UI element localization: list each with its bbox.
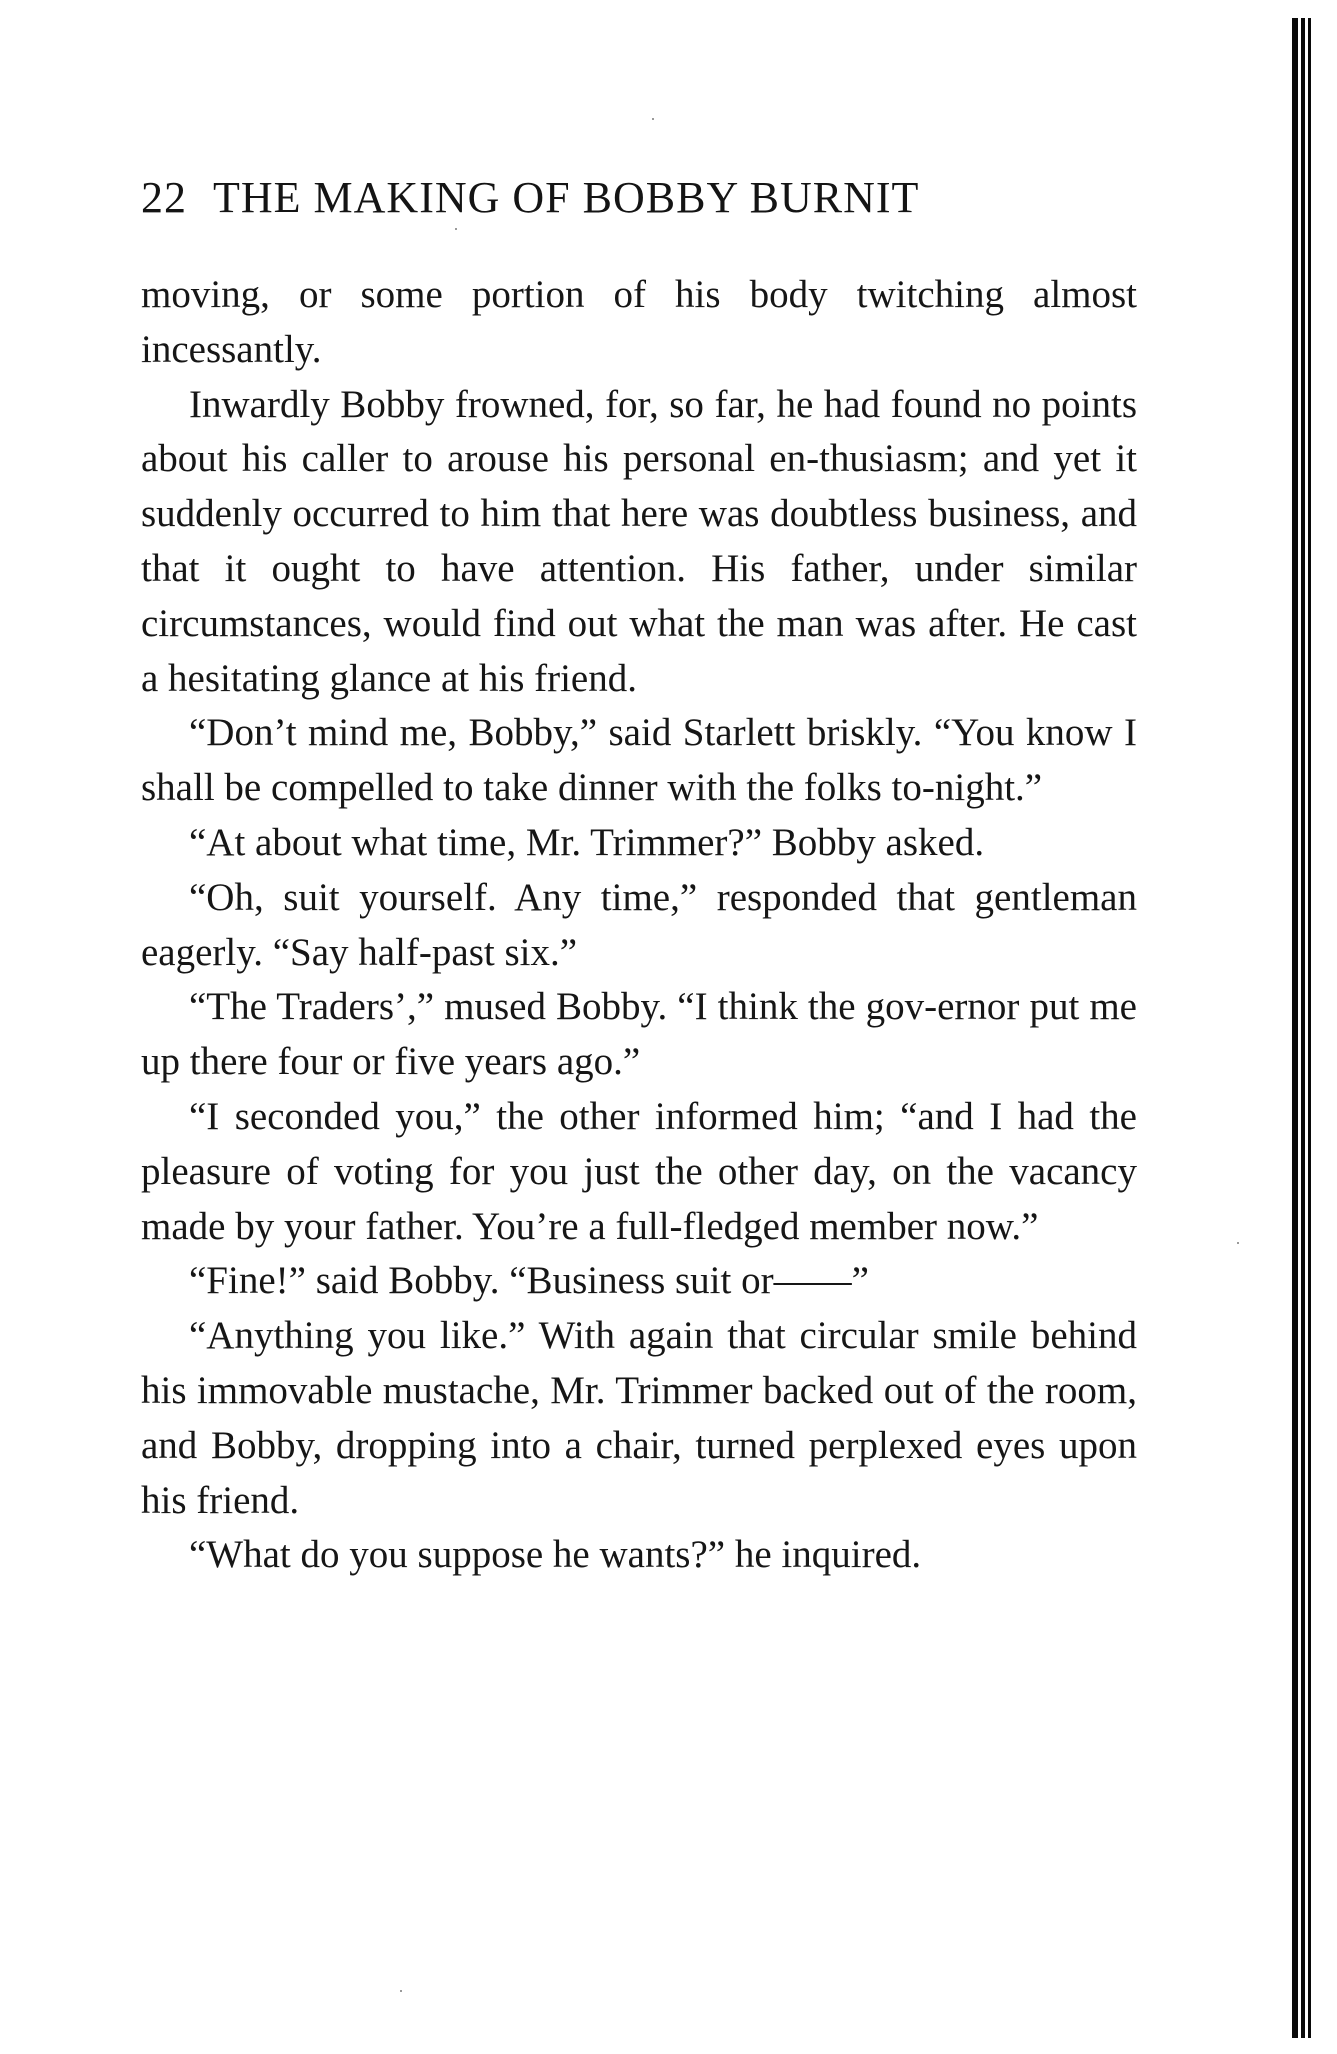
page-number: 22: [141, 173, 187, 222]
paragraph: “At about what time, Mr. Trimmer?” Bobby asked.: [189, 820, 985, 864]
paragraph: “Anything you like.” With again that circular smile behind his immovable mustache, Mr. Trimmer backed out of the room, and Bobby, dropping into a chair, turned perplexed eyes upon his friend.: [141, 1314, 1137, 1522]
paper-speck: [652, 118, 654, 120]
paragraph: “Fine!” said Bobby. “Business suit or——”: [189, 1259, 869, 1303]
binding-edge: [1308, 18, 1311, 2038]
book-title: THE MAKING OF BOBBY BURNIT: [213, 173, 920, 222]
paper-speck: [1237, 1242, 1239, 1244]
binding-edge: [1301, 18, 1305, 2038]
running-head: [141, 172, 1141, 223]
paragraph: “The Traders’,” mused Bobby. “I think the gov-ernor put me up there four or five years ago.”: [141, 985, 1137, 1084]
paragraph-continued: moving, or some portion of his body twitching almost incessantly.: [141, 273, 1137, 371]
paragraph: “Oh, suit yourself. Any time,” responded that gentleman eagerly. “Say half-past six.”: [141, 875, 1137, 974]
binding-edge: [1292, 18, 1298, 2038]
body-text: [141, 268, 1137, 1583]
paragraph: Inwardly Bobby frowned, for, so far, he had found no points about his caller to arouse his personal en-thusiasm; and yet it suddenly occurred to him that here was doubtless business, and that it ought to have attention. His father, under similar circumstances, would find out what the man was after. He cast a hesitating glance at his friend.: [141, 382, 1137, 700]
paper-speck: [455, 228, 457, 230]
paper-speck: [400, 1990, 402, 1992]
paragraph: “Don’t mind me, Bobby,” said Starlett briskly. “You know I shall be compelled to take dinner with the folks to-night.”: [141, 711, 1137, 810]
paragraph: “What do you suppose he wants?” he inquired.: [189, 1533, 922, 1577]
paragraph: “I seconded you,” the other informed him; “and I had the pleasure of voting for you just the other day, on the vacancy made by your father. You’re a full-fledged member now.”: [141, 1094, 1137, 1248]
